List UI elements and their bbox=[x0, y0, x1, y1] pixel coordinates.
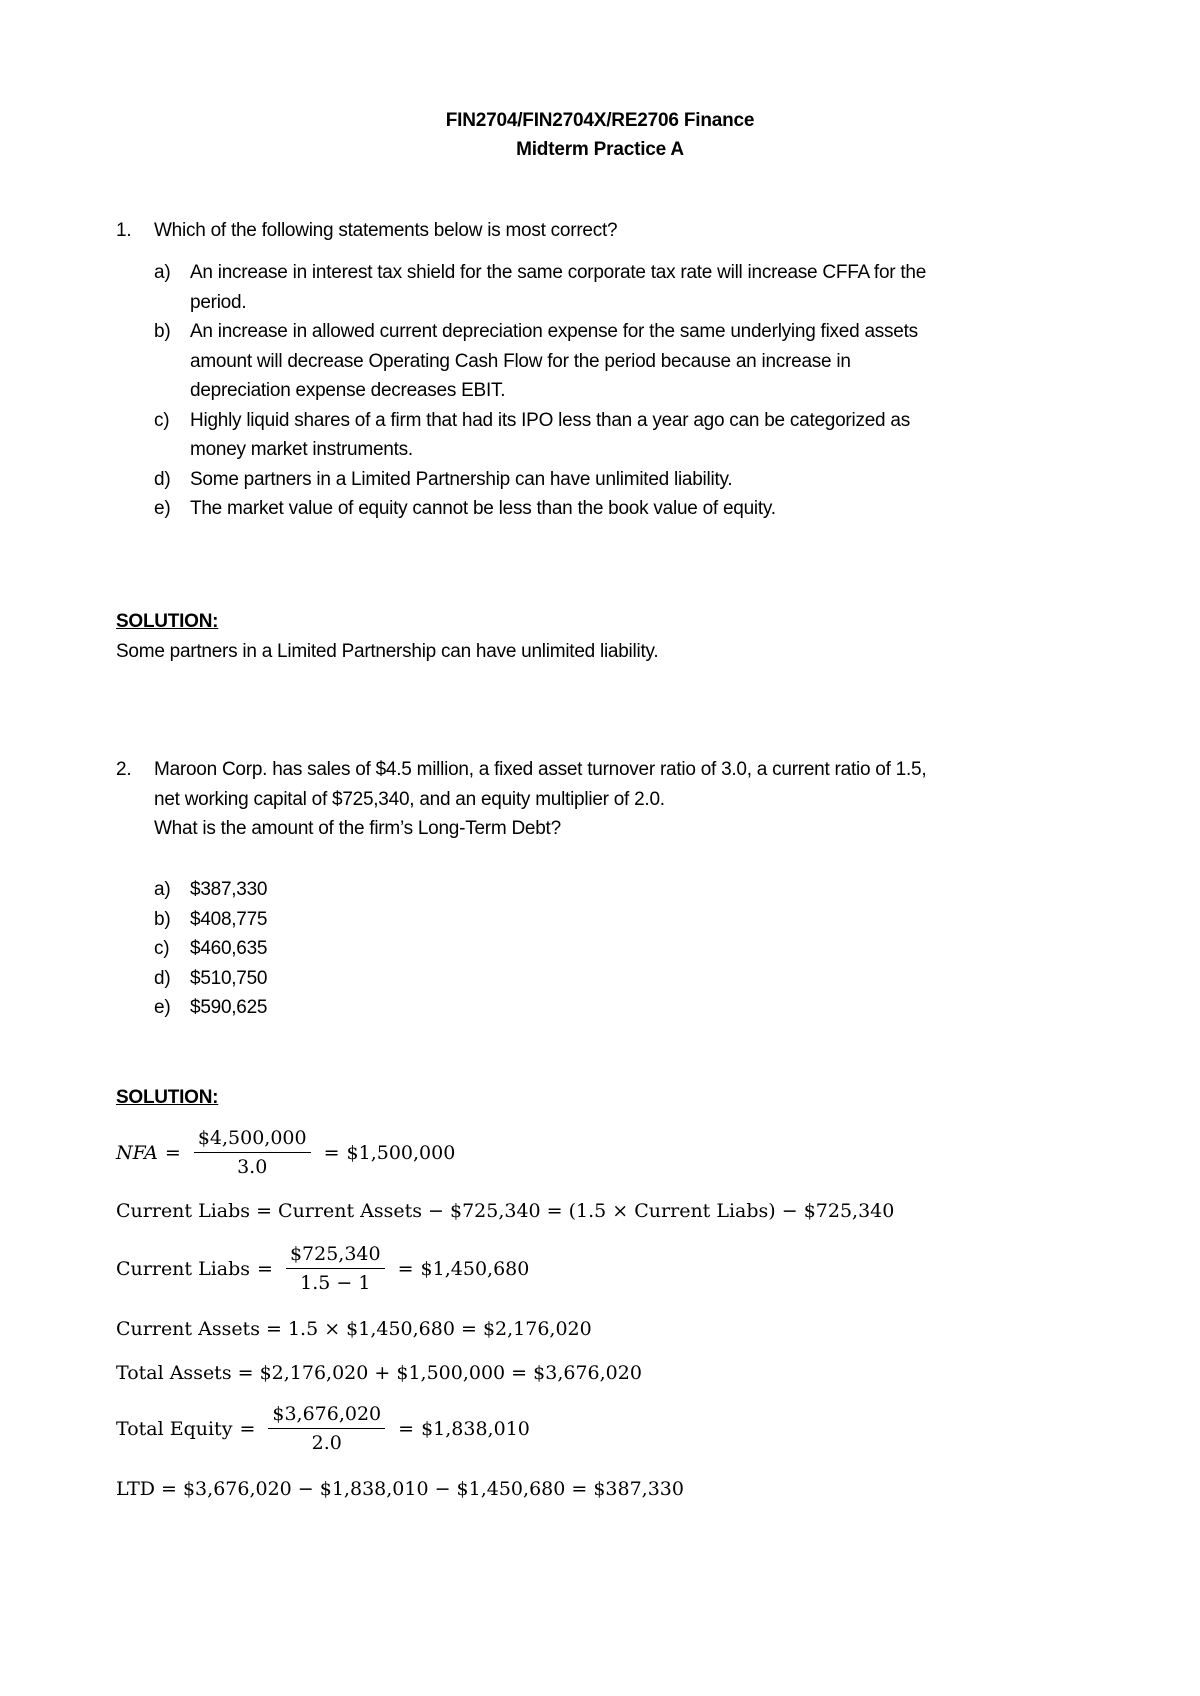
solution-text: Some partners in a Limited Partnership can have unlimited liability. bbox=[116, 641, 659, 662]
option-c: c) Highly liquid shares of a firm that had its IPO less than a year ago can be categorized as money market instruments. bbox=[154, 409, 910, 460]
option-a: a) $387,330 bbox=[154, 879, 268, 900]
document-subtitle: Midterm Practice A bbox=[516, 139, 684, 160]
option-e: e) $590,625 bbox=[154, 997, 268, 1018]
equation-ltd: LTD = $3,676,020 − $1,838,010 − $1,450,680 = $387,330 bbox=[116, 1478, 684, 1500]
equation-total-assets: Total Assets = $2,176,020 + $1,500,000 = $3,676,020 bbox=[116, 1362, 642, 1384]
option-a: a) An increase in interest tax shield for the same corporate tax rate will increase CFFA for the period. bbox=[154, 262, 927, 313]
option-c: c) $460,635 bbox=[154, 938, 268, 959]
question-text: Which of the following statements below is most correct? bbox=[154, 220, 618, 241]
option-b: b) $408,775 bbox=[154, 908, 268, 930]
fraction: $\frac{\$3,676,020}{2.0}$ bbox=[268, 1403, 385, 1454]
option-e: e) The market value of equity cannot be less than the book value of equity. bbox=[154, 498, 776, 519]
equation-nfa: NFA = $\frac{\$4,500,000}{3.0}$ = $1,500,000 bbox=[116, 1127, 456, 1178]
equation-current-liabs-fraction: Current Liabs = $\frac{\$725,340}{1.5 - 1}$ = $1,450,680 bbox=[116, 1243, 530, 1294]
equation-current-assets: Current Assets = 1.5 × $1,450,680 = $2,176,020 bbox=[116, 1318, 592, 1340]
fraction: $\frac{\$4,500,000}{3.0}$ bbox=[194, 1127, 311, 1178]
option-b: b) An increase in allowed current depreciation expense for the same underlying fixed assets amount will decrease Operating Cash Flow for the period because an increase in depreciation expense decreases EBIT. bbox=[154, 321, 918, 401]
question-2-options bbox=[154, 875, 554, 1023]
option-d: d) Some partners in a Limited Partnership can have unlimited liability. bbox=[154, 468, 733, 490]
option-d: d) $510,750 bbox=[154, 967, 268, 989]
question-1-options bbox=[154, 258, 1054, 524]
equation-total-equity: Total Equity = $\frac{\$3,676,020}{2.0}$ = $1,838,010 bbox=[116, 1403, 530, 1454]
question-text: Maroon Corp. has sales of $4.5 million, a fixed asset turnover ratio of 3.0, a current ratio of 1.5, net working capital of $725,340, and an equity multiplier of 2.0. What is the amount of the firm’s Long-Term Debt? bbox=[154, 759, 927, 839]
question-number: 2. bbox=[116, 759, 132, 780]
question-number: 1. bbox=[116, 220, 132, 241]
solution-heading: SOLUTION: bbox=[116, 611, 219, 632]
solution-heading: SOLUTION: bbox=[116, 1087, 219, 1108]
document-title: FIN2704/FIN2704X/RE2706 Finance bbox=[445, 110, 755, 131]
fraction: $\frac{\$725,340}{1.5 - 1}$ bbox=[286, 1243, 385, 1294]
equation-current-liabs: Current Liabs = Current Assets − $725,340 = (1.5 × Current Liabs) − $725,340 bbox=[116, 1200, 895, 1222]
